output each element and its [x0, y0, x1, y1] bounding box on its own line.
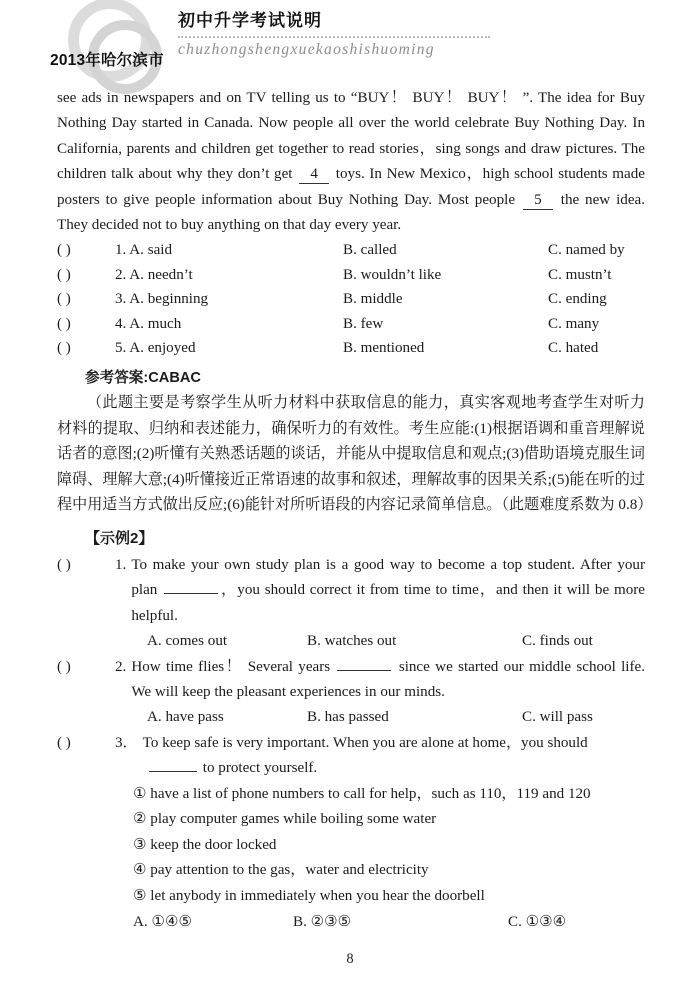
example-question-3: [57, 731, 645, 935]
question-options: [57, 629, 645, 654]
example-question-1: [57, 553, 645, 655]
option-a[interactable]: A. have pass: [147, 709, 224, 726]
choice-option-b[interactable]: B. few: [343, 315, 384, 332]
question-first-line: [57, 655, 645, 706]
choice-option-c[interactable]: C. ending: [548, 291, 607, 308]
circles-logo-watermark-icon: [62, 0, 158, 92]
stem-after-blank: ，you should correct it from time to time，and then it will be more helpful.: [131, 582, 645, 624]
answer-paren-box[interactable]: ( ): [57, 658, 71, 675]
option-b[interactable]: B. ②③⑤: [293, 913, 352, 930]
passage-blank-5: 5: [523, 192, 553, 210]
sub-item: ④ pay attention to the gas，water and electricity: [133, 862, 429, 879]
choice-option-c[interactable]: C. mustn’t: [548, 266, 612, 283]
example-2-heading: 【示例2】: [85, 529, 154, 547]
issue-label: 2013年哈尔滨市: [50, 52, 164, 69]
choice-option-b[interactable]: B. mentioned: [343, 340, 425, 357]
question-first-line: [57, 731, 645, 756]
stem-before-blank: How time flies！ Several years: [131, 658, 336, 675]
choice-option-a[interactable]: [115, 312, 343, 337]
cloze-choice-list: [57, 238, 645, 361]
explanation-text: （此题主要是考察学生从听力材料中获取信息的能力，真实客观地考查学生对听力材料的提取、归纳和表述能力，确保听力的有效性。考生应能:(1)根据语调和重音理解说话者的意图;(2)听懂有关熟悉话题的谈话，并能从中提取信息和观点;(3)借助语境克服生词障碍、理解大意;(4)听懂接近正常语速的故事和叙述，理解故事的因果关系;(5)能在听的过程中用适当方式做出反应;(6)能针对所听语段的内容记录简单信息。（此题难度系数为 0.8）: [57, 394, 653, 514]
option-b[interactable]: B. has passed: [307, 709, 389, 726]
question-stem-continued: [57, 756, 645, 781]
sub-item: ③ keep the door locked: [133, 836, 277, 853]
page-title-pinyin: chuzhongshengxuekaoshishuoming: [178, 41, 435, 58]
example-question-2: [57, 655, 645, 731]
option-a[interactable]: A. comes out: [147, 633, 228, 650]
passage-segment-1: see ads in newspapers and on TV telling us to “BUY！ BUY！ BUY！ ”. The idea for Buy Nothing Day started in Canada. Now people all over the world celebrate Buy Nothing Day. In California, parents and children get together to read stories，sing songs and draw pictures. The children talk about why they don’t get: [57, 90, 645, 183]
choice-option-a[interactable]: [115, 336, 343, 361]
answer-paren-box[interactable]: ( ): [57, 734, 71, 751]
choice-a-label: A. needn’t: [129, 266, 193, 283]
answer-key: 参考答案:CABAC: [85, 369, 201, 386]
choice-option-b[interactable]: B. wouldn’t like: [343, 266, 442, 283]
answer-paren-box[interactable]: ( ): [57, 556, 71, 573]
passage-segment-2: toys. In New Mexico，high school students made posters to give people information about Buy Nothing Day. Most people: [57, 166, 645, 208]
choice-number: 4.: [115, 315, 127, 332]
choice-option-c[interactable]: C. hated: [548, 340, 599, 357]
question-stem: [131, 655, 645, 706]
page-content: [57, 86, 653, 935]
answer-blank[interactable]: [337, 670, 391, 671]
page-footer: [0, 951, 700, 968]
option-c[interactable]: C. will pass: [522, 709, 593, 726]
question-stem: To keep safe is very important. When you are alone at home，you should: [142, 734, 588, 751]
sub-item: ① have a list of phone numbers to call for help，such as 110，119 and 120: [133, 785, 591, 802]
choice-number: 2.: [115, 266, 127, 283]
choice-number: 3.: [115, 291, 127, 308]
choice-option-b[interactable]: B. middle: [343, 291, 403, 308]
sub-item: ⑤ let anybody in immediately when you hear the doorbell: [133, 887, 485, 904]
header-title-group: [178, 8, 676, 59]
choice-number: 1.: [115, 242, 127, 259]
page-title: 初中升学考试说明: [178, 11, 322, 30]
choice-row: [57, 238, 645, 263]
stem-after-blank: since we started our middle school life. We will keep the pleasant experiences in our minds.: [131, 658, 645, 700]
choice-a-label: A. enjoyed: [129, 340, 196, 357]
passage-blank-4: 4: [299, 166, 329, 184]
header-divider: [178, 36, 490, 38]
choice-option-c[interactable]: C. named by: [548, 242, 625, 259]
answer-paren-box[interactable]: ( ): [57, 315, 71, 332]
choice-option-b[interactable]: B. called: [343, 242, 397, 259]
question-options: [57, 910, 645, 935]
choice-a-label: A. said: [129, 242, 173, 259]
option-c[interactable]: C. finds out: [522, 633, 593, 650]
question-number: 3．: [115, 734, 138, 751]
question-number: 2.: [115, 658, 127, 675]
choice-row: [57, 312, 645, 337]
choice-option-a[interactable]: [115, 263, 343, 288]
choice-option-a[interactable]: [115, 287, 343, 312]
answer-paren-box[interactable]: ( ): [57, 266, 71, 283]
option-a[interactable]: A. ①④⑤: [133, 913, 193, 930]
sub-item: ② play computer games while boiling some water: [133, 811, 437, 828]
choice-option-a[interactable]: [115, 238, 343, 263]
choice-number: 5.: [115, 340, 127, 357]
choice-a-label: A. much: [129, 315, 182, 332]
answer-paren-box[interactable]: ( ): [57, 242, 71, 259]
passage-segment-3: the new idea. They decided not to buy anything on that day every year.: [57, 191, 645, 234]
option-b[interactable]: B. watches out: [307, 633, 397, 650]
choice-a-label: A. beginning: [129, 291, 209, 308]
choice-option-c[interactable]: C. many: [548, 315, 600, 332]
question-number: 1.: [115, 556, 127, 573]
question-stem: [131, 553, 645, 629]
choice-row: [57, 287, 645, 312]
answer-blank[interactable]: [164, 593, 218, 594]
answer-paren-box[interactable]: ( ): [57, 340, 71, 357]
stem-after-blank: to protect yourself.: [199, 760, 318, 777]
cloze-passage: [57, 86, 645, 238]
page-header: [0, 0, 700, 82]
answer-paren-box[interactable]: ( ): [57, 291, 71, 308]
page-number: 8: [346, 951, 354, 967]
question-options: [57, 705, 645, 730]
option-c[interactable]: C. ①③④: [508, 913, 567, 930]
question-first-line: [57, 553, 645, 629]
answer-blank[interactable]: [149, 771, 197, 772]
choice-row: [57, 336, 645, 361]
choice-row: [57, 263, 645, 288]
stem-before-blank: To make your own study plan is a good way to become a top student. After your plan: [131, 556, 645, 599]
